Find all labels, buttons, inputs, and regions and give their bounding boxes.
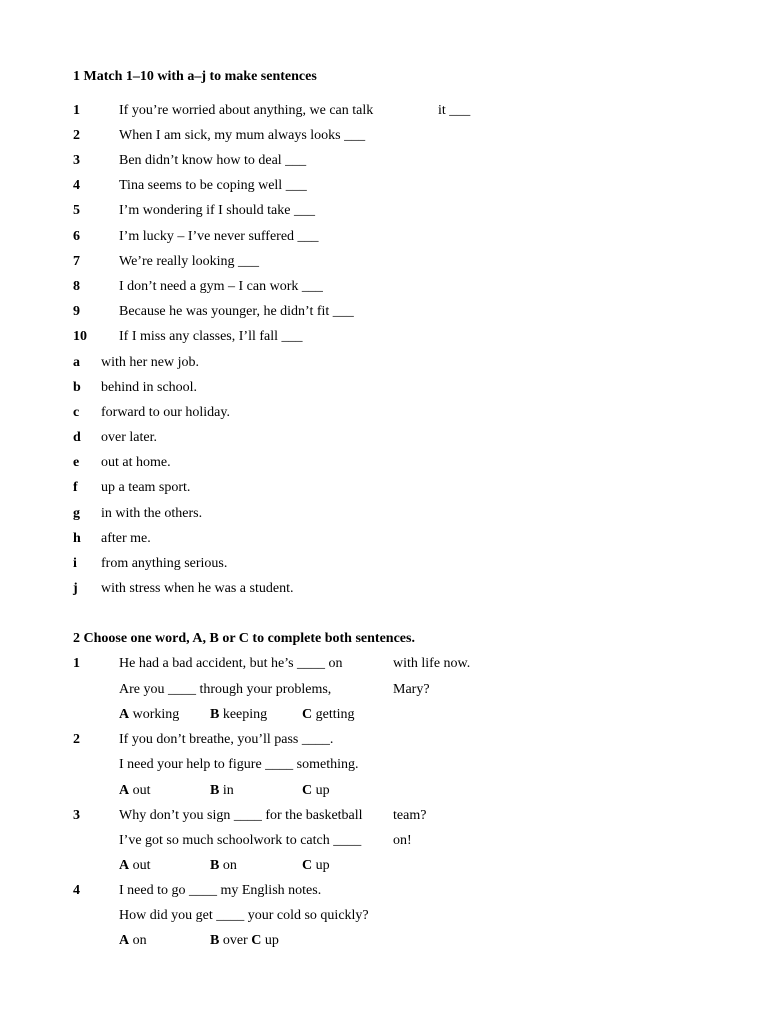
item-number: 5 xyxy=(73,203,80,218)
question-number: 4 xyxy=(73,883,80,898)
option-text: up xyxy=(315,783,330,798)
option-letter: B xyxy=(210,783,220,798)
ending-text: behind in school. xyxy=(101,380,198,395)
item-text: I’m wondering if I should take ___ xyxy=(119,203,315,218)
option-text: on xyxy=(132,933,147,948)
item-number: 8 xyxy=(73,279,80,294)
item-text: If you’re worried about anything, we can talk xyxy=(119,103,374,118)
option-letter: B xyxy=(210,707,220,722)
item-number: 9 xyxy=(73,304,80,319)
option-letter: C xyxy=(251,933,262,948)
option-text: out xyxy=(132,858,151,873)
sentence-1-tail: team? xyxy=(393,808,427,823)
ending-letter: g xyxy=(73,506,80,521)
sentence-1: Why don’t you sign ____ for the basketball xyxy=(119,808,363,823)
item-number: 4 xyxy=(73,178,80,193)
ending-text: up a team sport. xyxy=(101,480,191,495)
ending-text: over later. xyxy=(101,430,157,445)
ending-text: after me. xyxy=(101,531,151,546)
option-b xyxy=(210,858,237,874)
ending-text: from anything serious. xyxy=(101,556,228,571)
option-c xyxy=(302,858,330,874)
ending-text: out at home. xyxy=(101,455,171,470)
option-b xyxy=(210,783,234,799)
ending-letter: a xyxy=(73,355,80,370)
option-c xyxy=(302,783,330,799)
sentence-2: How did you get ____ your cold so quickly? xyxy=(119,908,369,923)
ending-letter: e xyxy=(73,455,80,470)
option-a xyxy=(119,707,179,723)
item-text: I’m lucky – I’ve never suffered ___ xyxy=(119,229,319,244)
section1-title: 1 Match 1–10 with a–j to make sentences xyxy=(73,69,317,84)
item-number: 7 xyxy=(73,254,80,269)
sentence-1: If you don’t breathe, you’ll pass ____. xyxy=(119,732,334,747)
option-letter: A xyxy=(119,707,130,722)
sentence-2: I need your help to figure ____ something. xyxy=(119,757,359,772)
item-tail: it ___ xyxy=(438,103,471,118)
ending-letter: i xyxy=(73,556,77,571)
ending-letter: b xyxy=(73,380,81,395)
sentence-2-tail: Mary? xyxy=(393,682,430,697)
option-c xyxy=(302,707,355,723)
item-text: If I miss any classes, I’ll fall ___ xyxy=(119,329,303,344)
option-text: up xyxy=(315,858,330,873)
ending-letter: j xyxy=(73,581,78,596)
ending-letter: f xyxy=(73,480,78,495)
option-b xyxy=(210,933,279,949)
question-number: 2 xyxy=(73,732,80,747)
question-number: 1 xyxy=(73,656,80,671)
ending-letter: d xyxy=(73,430,81,445)
ending-letter: h xyxy=(73,531,81,546)
item-text: Ben didn’t know how to deal ___ xyxy=(119,153,307,168)
section2-title: 2 Choose one word, A, B or C to complete both sentences. xyxy=(73,631,415,646)
option-text: up xyxy=(264,933,279,948)
item-text: When I am sick, my mum always looks ___ xyxy=(119,128,366,143)
option-letter: A xyxy=(119,933,130,948)
ending-text: with her new job. xyxy=(101,355,199,370)
option-letter: C xyxy=(302,858,313,873)
item-number: 6 xyxy=(73,229,80,244)
item-number: 2 xyxy=(73,128,80,143)
question-number: 3 xyxy=(73,808,80,823)
option-letter: A xyxy=(119,783,130,798)
item-text: We’re really looking ___ xyxy=(119,254,259,269)
sentence-2-tail: on! xyxy=(393,833,412,848)
option-text: out xyxy=(132,783,151,798)
item-number: 10 xyxy=(73,329,87,344)
sentence-2: I’ve got so much schoolwork to catch ____ xyxy=(119,833,362,848)
option-a xyxy=(119,858,151,874)
option-a xyxy=(119,783,151,799)
item-text: I don’t need a gym – I can work ___ xyxy=(119,279,323,294)
option-text: working xyxy=(132,707,180,722)
ending-text: in with the others. xyxy=(101,506,203,521)
option-letter: C xyxy=(302,707,313,722)
option-text: in xyxy=(222,783,234,798)
option-text: over xyxy=(222,933,248,948)
option-letter: B xyxy=(210,933,220,948)
ending-text: forward to our holiday. xyxy=(101,405,230,420)
item-text: Tina seems to be coping well ___ xyxy=(119,178,307,193)
ending-text: with stress when he was a student. xyxy=(101,581,294,596)
option-letter: A xyxy=(119,858,130,873)
sentence-1: I need to go ____ my English notes. xyxy=(119,883,322,898)
option-text: on xyxy=(222,858,237,873)
option-text: getting xyxy=(315,707,355,722)
item-number: 1 xyxy=(73,103,80,118)
sentence-1-tail: with life now. xyxy=(393,656,471,671)
item-text: Because he was younger, he didn’t fit ___ xyxy=(119,304,354,319)
item-number: 3 xyxy=(73,153,80,168)
option-letter: B xyxy=(210,858,220,873)
option-a xyxy=(119,933,147,949)
sentence-2: Are you ____ through your problems, xyxy=(119,682,332,697)
option-text: keeping xyxy=(222,707,268,722)
sentence-1: He had a bad accident, but he’s ____ on xyxy=(119,656,343,671)
option-b xyxy=(210,707,267,723)
ending-letter: c xyxy=(73,405,80,420)
option-letter: C xyxy=(302,783,313,798)
